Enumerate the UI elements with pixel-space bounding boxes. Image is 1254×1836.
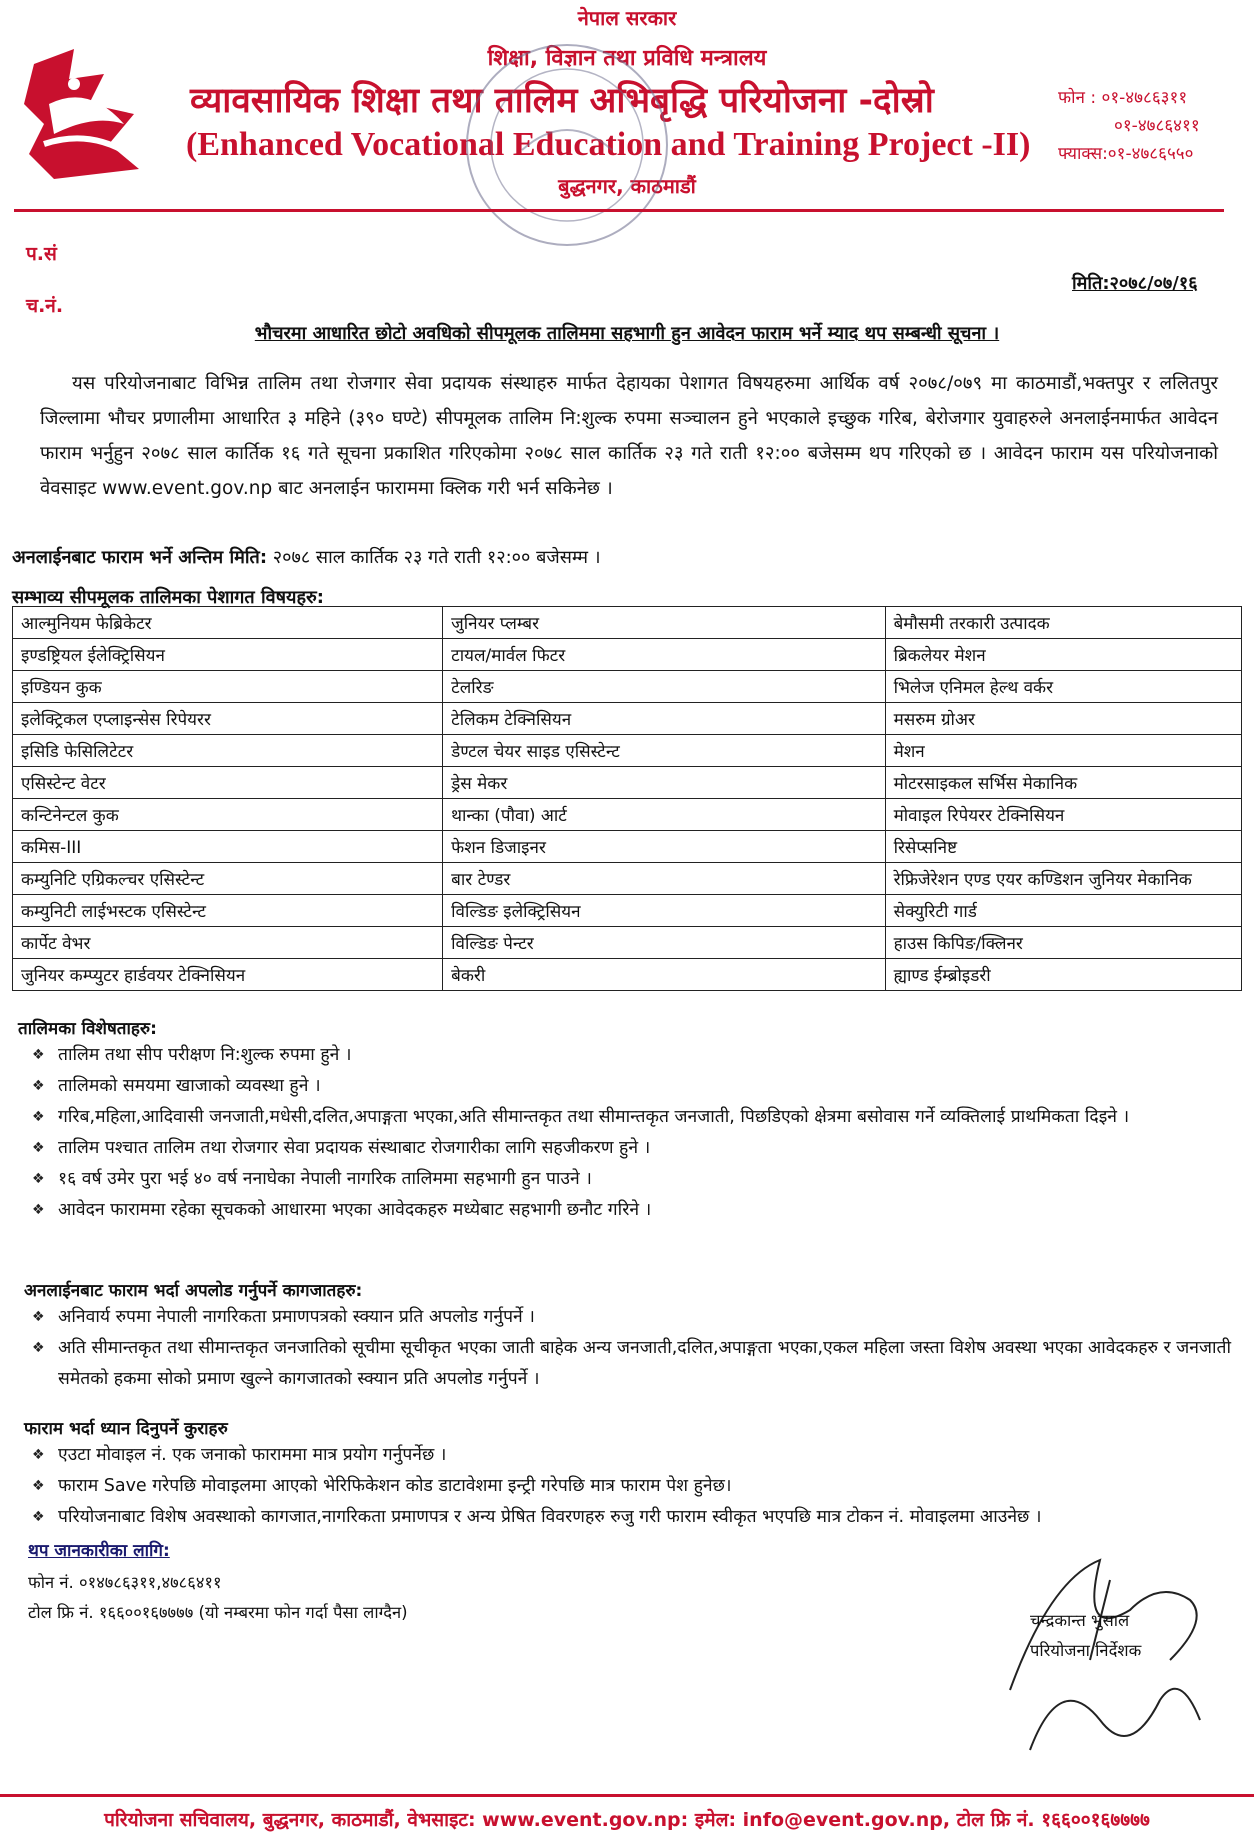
notice-date: मिति:२०७८/०७/१६ [1072, 273, 1198, 294]
features-list [20, 1040, 1235, 1226]
table-cell: रिसेप्सनिष्ट [885, 831, 1241, 863]
table-cell: आल्मुनियम फेब्रिकेटर [13, 607, 443, 639]
table-cell: हाउस किपिङ/क्लिनर [885, 927, 1241, 959]
toll-free-number: टोल फ्रि नं. १६६००१६७७७७ (यो नम्बरमा फोन गर्दा पैसा लाग्दैन) [28, 1603, 408, 1622]
uploads-list [20, 1302, 1235, 1395]
project-title-english: (Enhanced Vocational Education and Training Project -II) [186, 126, 1031, 163]
phone-2: ०१-४७८६४११ [1114, 116, 1200, 136]
ministry-title: शिक्षा, विज्ञान तथा प्रविधि मन्त्रालय [487, 46, 767, 71]
table-cell: जुनियर प्लम्बर [443, 607, 885, 639]
table-cell: कम्युनिटि एग्रिकल्चर एसिस्टेन्ट [13, 863, 443, 895]
table-row [13, 799, 1242, 831]
table-cell: कम्युनिटी लाईभस्टक एसिस्टेन्ट [13, 895, 443, 927]
table-row [13, 703, 1242, 735]
subjects-table [12, 606, 1242, 991]
table-row [13, 927, 1242, 959]
table-cell: भिलेज एनिमल हेल्थ वर्कर [885, 671, 1241, 703]
table-cell: टेलरिङ [443, 671, 885, 703]
table-cell: रेफ्रिजेरेशन एण्ड एयर कण्डिशन जुनियर मेकानिक [885, 863, 1241, 895]
dispatch-number-label: च.नं. [26, 295, 64, 317]
table-cell: टायल/मार्वल फिटर [443, 639, 885, 671]
table-row [13, 767, 1242, 799]
table-cell: इलेक्ट्रिकल एप्लाइन्सेस रिपेयरर [13, 703, 443, 735]
table-row [13, 831, 1242, 863]
table-row [13, 639, 1242, 671]
table-cell: डेण्टल चेयर साइड एसिस्टेन्ट [443, 735, 885, 767]
notice-body: यस परियोजनाबाट विभिन्न तालिम तथा रोजगार सेवा प्रदायक संस्थाहरु मार्फत देहायका पेशागत विषयहरुमा आर्थिक वर्ष २०७८/०७९ मा काठमाडौं,भक्तपुर र ललितपुर जिल्लामा भौचर प्रणालीमा आधारित ३ महिने (३९० घण्टे) सीपमूलक तालिम नि:शुल्क रुपमा सञ्चालन हुने भएकाले इच्छुक गरिब, बेरोजगार युवाहरुले अनलाईनमार्फत आवेदन फाराम भर्नुहुन २०७८ साल कार्तिक १६ गते सूचना प्रकाशित गरिएकोमा २०७८ साल कार्तिक २३ गते राती १२:०० बजेसम्म थप गरिएको छ । आवेदन फाराम यस परियोजनाको वेवसाइट www.event.gov.np बाट अनलाईन फाराममा क्लिक गरी भर्न सकिनेछ । [40, 373, 1218, 499]
footer-divider [0, 1794, 1254, 1797]
features-heading: तालिमका विशेषताहरु: [18, 1019, 157, 1039]
list-item: ❖ तालिमको समयमा खाजाको व्यवस्था हुने । [20, 1071, 1235, 1102]
table-cell: कन्टिनेन्टल कुक [13, 799, 443, 831]
government-title: नेपाल सरकार [577, 6, 677, 30]
table-cell: ड्रेस मेकर [443, 767, 885, 799]
table-cell: इण्डियन कुक [13, 671, 443, 703]
table-cell: बेकरी [443, 959, 885, 991]
deadline-label: अनलाईनबाट फाराम भर्ने अन्तिम मिति: [12, 547, 268, 568]
contact-block [1058, 84, 1200, 168]
more-info-heading: थप जानकारीका लागि: [28, 1541, 170, 1561]
deadline-line [12, 545, 601, 569]
table-row [13, 895, 1242, 927]
list-item: ❖ फाराम Save गरेपछि मोवाइलमा आएको भेरिफिकेशन कोड डाटावेशमा इन्ट्री गरेपछि मात्र फाराम पेश हुनेछ। [20, 1471, 1235, 1502]
table-cell: सेक्युरिटी गार्ड [885, 895, 1241, 927]
table-cell: बेमौसमी तरकारी उत्पादक [885, 607, 1241, 639]
table-cell: मोटरसाइकल सर्भिस मेकानिक [885, 767, 1241, 799]
table-cell: मेशन [885, 735, 1241, 767]
table-row [13, 607, 1242, 639]
project-title-nepali: व्यावसायिक शिक्षा तथा तालिम अभिबृद्धि परियोजना -दोस्रो [190, 81, 934, 121]
table-row [13, 671, 1242, 703]
list-item: ❖ आवेदन फाराममा रहेका सूचकको आधारमा भएका आवेदकहरु मध्येबाट सहभागी छनौट गरिने । [20, 1195, 1235, 1226]
footer-contact: परियोजना सचिवालय, बुद्धनगर, काठमाडौं, वेभसाइट: www.event.gov.np: इमेल: info@event.gov.np, टोल फ्रि नं. १६६००१६७७७७ [104, 1809, 1150, 1831]
phone-1: फोन : ०१-४७८६३११ [1058, 88, 1188, 108]
table-cell: इसिडि फेसिलिटेटर [13, 735, 443, 767]
table-cell: थान्का (पौवा) आर्ट [443, 799, 885, 831]
office-address: बुद्धनगर, काठमाडौं [558, 174, 696, 198]
signatory-title: परियोजना निर्देशक [1030, 1641, 1142, 1660]
list-item: ❖ परियोजनाबाट विशेष अवस्थाको कागजात,नागरिकता प्रमाणपत्र र अन्य प्रेषित विवरणहरु रुजु गरी फाराम स्वीकृत भएपछि मात्र टोकन नं. मोवाइलमा आउनेछ । [20, 1502, 1235, 1533]
table-cell: टेलिकम टेक्निसियन [443, 703, 885, 735]
table-cell: इण्डष्ट्रियल ईलेक्ट्रिसियन [13, 639, 443, 671]
table-cell: ब्रिकलेयर मेशन [885, 639, 1241, 671]
subjects-heading: सम्भाव्य सीपमूलक तालिमका पेशागत विषयहरु: [12, 587, 324, 608]
table-row [13, 863, 1242, 895]
table-cell: विल्डिङ इलेक्ट्रिसियन [443, 895, 885, 927]
table-cell: बार टेण्डर [443, 863, 885, 895]
signatory-name: चन्द्रकान्त भुसाल [1030, 1611, 1130, 1630]
list-item: ❖ तालिम तथा सीप परीक्षण नि:शुल्क रुपमा हुने । [20, 1040, 1235, 1071]
header-divider [14, 209, 1224, 212]
table-row [13, 735, 1242, 767]
list-item: ❖ एउटा मोवाइल नं. एक जनाको फाराममा मात्र प्रयोग गर्नुपर्नेछ । [20, 1440, 1235, 1471]
table-cell: विल्डिङ पेन्टर [443, 927, 885, 959]
office-stamp [452, 30, 682, 260]
list-item: ❖ तालिम पश्चात तालिम तथा रोजगार सेवा प्रदायक संस्थाबाट रोजगारीका लागि सहजीकरण हुने । [20, 1133, 1235, 1164]
attention-heading: फाराम भर्दा ध्यान दिनुपर्ने कुराहरु [24, 1419, 228, 1439]
list-item: ❖ अति सीमान्तकृत तथा सीमान्तकृत जनजातिको सूचीमा सूचीकृत भएका जाती बाहेक अन्य जनजाती,दलित,अपाङ्गता भएका,एकल महिला जस्ता विशेष अवस्था भएका आवेदकहरु र जनजाती समेतको हकमा सोको प्रमाण खुल्ने कागजातको स्क्यान प्रति अपलोड गर्नुपर्ने । [20, 1333, 1235, 1395]
fax: फ्याक्स:०१-४७८६५५० [1058, 144, 1194, 164]
table-cell: कार्पेट वेभर [13, 927, 443, 959]
table-cell: फेशन डिजाइनर [443, 831, 885, 863]
reference-number-label: प.सं [26, 243, 57, 265]
table-cell: जुनियर कम्प्युटर हार्डवयर टेक्निसियन [13, 959, 443, 991]
deadline-value: २०७८ साल कार्तिक २३ गते राती १२:०० बजेसम्म । [272, 547, 601, 568]
table-cell: मसरुम ग्रोअर [885, 703, 1241, 735]
table-cell: ह्याण्ड ईम्ब्रोइडरी [885, 959, 1241, 991]
list-item: ❖ गरिब,महिला,आदिवासी जनजाती,मधेसी,दलित,अपाङ्गता भएका,अति सीमान्तकृत तथा सीमान्तकृत जनजाती, पिछडिएको क्षेत्रमा बसोवास गर्ने व्यक्तिलाई प्राथमिकता दिइने । [20, 1102, 1235, 1133]
notice-subject: भौचरमा आधारित छोटो अवधिको सीपमूलक तालिममा सहभागी हुन आवेदन फाराम भर्ने म्याद थप सम्बन्धी सूचना । [254, 323, 1000, 344]
table-cell: कमिस-III [13, 831, 443, 863]
uploads-heading: अनलाईनबाट फाराम भर्दा अपलोड गर्नुपर्ने कागजातहरु: [24, 1281, 363, 1301]
table-cell: एसिस्टेन्ट वेटर [13, 767, 443, 799]
list-item: ❖ अनिवार्य रुपमा नेपाली नागरिकता प्रमाणपत्रको स्क्यान प्रति अपलोड गर्नुपर्ने । [20, 1302, 1235, 1333]
table-row [13, 959, 1242, 991]
contact-phone: फोन नं. ०१४७८६३११,४७८६४११ [28, 1573, 222, 1592]
table-cell: मोवाइल रिपेयरर टेक्निसियन [885, 799, 1241, 831]
list-item: ❖ १६ वर्ष उमेर पुरा भई ४० वर्ष ननाघेका नेपाली नागरिक तालिममा सहभागी हुन पाउने । [20, 1164, 1235, 1195]
